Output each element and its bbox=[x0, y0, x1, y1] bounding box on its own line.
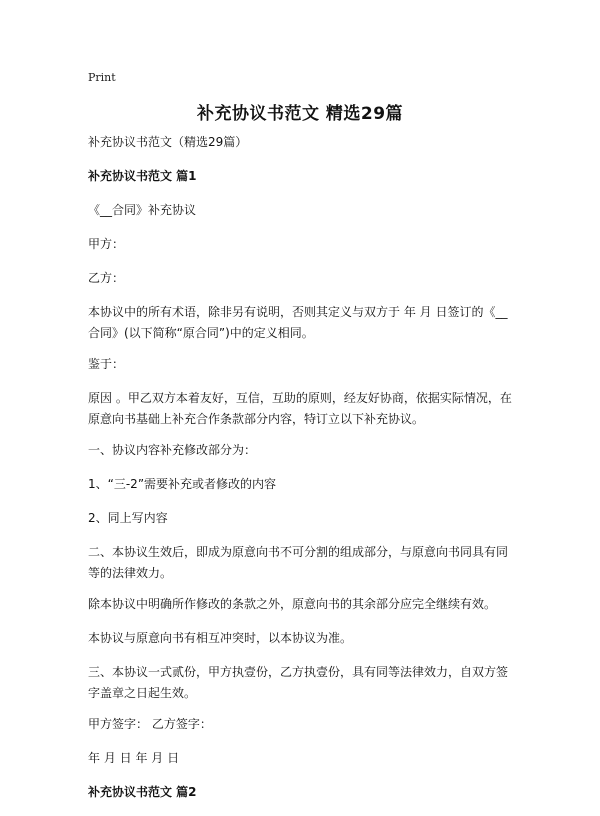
signature-line: 甲方签字： 乙方签字： bbox=[88, 717, 212, 731]
page-title: 补充协议书范文 精选29篇 bbox=[196, 104, 404, 124]
party-b-line: 乙方： bbox=[88, 271, 125, 285]
clause-3: 三、本协议一式贰份，甲方执壹份，乙方执壹份，具有同等法律效力，自双方签字盖章之日起生效。 bbox=[88, 665, 509, 700]
clause-1-item-2: 2、同上写内容 bbox=[88, 511, 168, 525]
clause-1-item-1: 1、“三-2”需要补充或者修改的内容 bbox=[88, 477, 277, 491]
definitions-paragraph: 本协议中的所有术语，除非另有说明，否则其定义与双方于 年 月 日签订的《__合同》(以下简称“原合同”)中的定义相同。 bbox=[88, 305, 508, 340]
print-label: Print bbox=[88, 71, 116, 84]
clause-1: 一、协议内容补充修改部分为： bbox=[88, 443, 257, 457]
subtitle: 补充协议书范文（精选29篇） bbox=[88, 135, 248, 149]
reason-paragraph: 原因 。甲乙双方本着友好，互信，互助的原则，经友好协商，依据实际情况，在原意向书基础上补充合作条款部分内容，特订立以下补充协议。 bbox=[88, 391, 512, 426]
section-heading-2: 补充协议书范文 篇2 bbox=[88, 785, 197, 799]
document-body bbox=[88, 132, 518, 816]
contract-name: 《__合同》补充协议 bbox=[88, 203, 197, 217]
party-a-line: 甲方： bbox=[88, 237, 125, 251]
section-heading-1: 补充协议书范文 篇1 bbox=[88, 169, 197, 183]
clause-2-continuation: 除本协议中明确所作修改的条款之外，原意向书的其余部分应完全继续有效。 bbox=[88, 597, 497, 611]
clause-2: 二、本协议生效后，即成为原意向书不可分割的组成部分，与原意向书同具有同等的法律效力。 bbox=[88, 545, 509, 580]
clause-2-precedence: 本协议与原意向书有相互冲突时，以本协议为准。 bbox=[88, 631, 353, 645]
whereas-line: 鉴于： bbox=[88, 357, 125, 371]
date-line: 年 月 日 年 月 日 bbox=[88, 751, 180, 765]
